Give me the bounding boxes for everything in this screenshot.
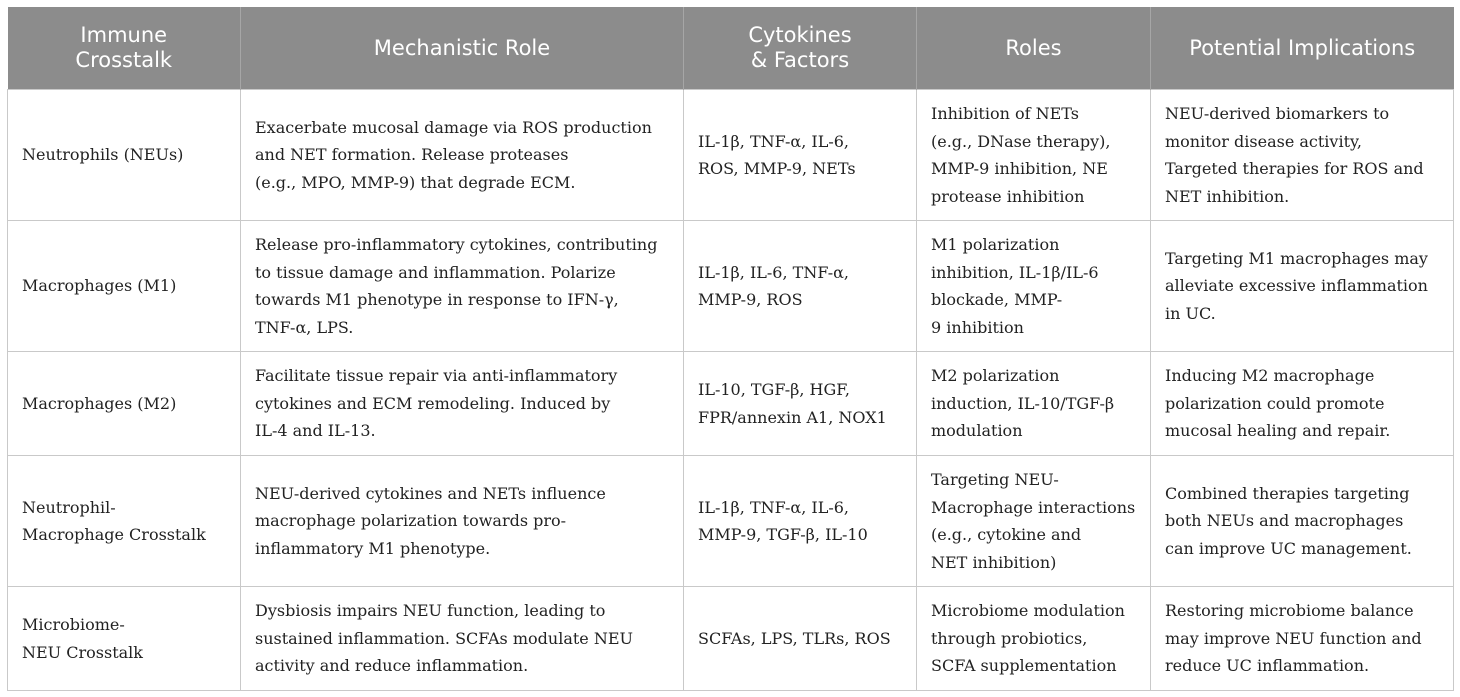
cell-line: IL-4 and IL-13. xyxy=(255,421,376,441)
roles-cell xyxy=(917,587,1151,691)
header-line: Immune xyxy=(80,23,168,47)
potential-implications-cell xyxy=(1151,352,1454,456)
cell-line: Macrophages (M1) xyxy=(22,276,177,296)
cell-line: can improve UC management. xyxy=(1165,538,1412,558)
data-table xyxy=(7,7,1454,691)
cell-line: inhibition, IL-1β/IL-6 xyxy=(931,262,1099,282)
header-line: Mechanistic Role xyxy=(373,35,551,60)
cell-line: Macrophages (M2) xyxy=(22,393,177,413)
cell-line: NET inhibition. xyxy=(1165,186,1290,206)
header-roles xyxy=(917,7,1151,90)
header-line: Roles xyxy=(1005,35,1062,60)
cell-line: both NEUs and macrophages xyxy=(1165,511,1404,531)
table-row xyxy=(8,352,1454,456)
table-row xyxy=(8,456,1454,587)
cell-line: SCFA supplementation xyxy=(931,656,1117,676)
cell-line: IL-1β, TNF-α, IL-6, xyxy=(698,131,850,151)
cell-line: Macrophage interactions xyxy=(931,497,1136,517)
table-row xyxy=(8,90,1454,221)
header-mechanistic-role xyxy=(241,7,684,90)
cell-line: Macrophage Crosstalk xyxy=(22,525,206,544)
header-potential-implications xyxy=(1151,7,1454,90)
cell-line: 9 inhibition xyxy=(931,317,1024,337)
cell-line: reduce UC inflammation. xyxy=(1165,656,1370,676)
cell-line: Dysbiosis impairs NEU function, leading to xyxy=(255,601,606,621)
cell-line: monitor disease activity, xyxy=(1165,131,1362,151)
mechanistic-role-cell xyxy=(241,456,684,587)
potential-implications-cell xyxy=(1151,587,1454,691)
cell-line: to tissue damage and inflammation. Polarize xyxy=(255,262,616,282)
cell-line: (e.g., DNase therapy), xyxy=(931,131,1111,151)
roles-cell xyxy=(917,352,1151,456)
cell-line: TNF-α, LPS. xyxy=(255,317,354,337)
cell-line: Inhibition of NETs xyxy=(931,104,1080,123)
cell-line: (e.g., MPO, MMP-9) that degrade ECM. xyxy=(255,172,576,192)
cell-line: IL-1β, IL-6, TNF-α, xyxy=(698,262,850,282)
potential-implications-cell xyxy=(1151,221,1454,352)
immune-crosstalk-cell xyxy=(8,456,241,587)
cell-line: inflammatory M1 phenotype. xyxy=(255,538,491,558)
mechanistic-role-cell xyxy=(241,90,684,221)
cell-line: blockade, MMP- xyxy=(931,290,1063,309)
cell-line: Neutrophils (NEUs) xyxy=(22,145,184,165)
cell-line: protease inhibition xyxy=(931,186,1085,206)
roles-cell xyxy=(917,90,1151,221)
cell-line: (e.g., cytokine and xyxy=(931,525,1082,544)
cell-line: M2 polarization xyxy=(931,366,1060,386)
immune-crosstalk-cell xyxy=(8,587,241,691)
table-row xyxy=(8,221,1454,352)
roles-cell xyxy=(917,456,1151,587)
cell-line: Restoring microbiome balance xyxy=(1165,601,1414,621)
cell-line: towards M1 phenotype in response to IFN-γ, xyxy=(255,290,619,309)
table-row xyxy=(8,587,1454,691)
immune-crosstalk-cell xyxy=(8,352,241,456)
cell-line: through probiotics, xyxy=(931,628,1088,648)
cell-line: NEU Crosstalk xyxy=(22,642,143,662)
cell-line: activity and reduce inflammation. xyxy=(255,656,529,676)
cell-line: polarization could promote xyxy=(1165,393,1385,413)
cell-line: Microbiome- xyxy=(22,615,125,634)
cell-line: MMP-9, ROS xyxy=(698,290,803,309)
cell-line: mucosal healing and repair. xyxy=(1165,421,1391,441)
cell-line: induction, IL-10/TGF-β xyxy=(931,393,1115,413)
cell-line: SCFAs, LPS, TLRs, ROS xyxy=(698,628,891,648)
cell-line: Combined therapies targeting xyxy=(1165,483,1410,503)
cell-line: MMP-9 inhibition, NE xyxy=(931,159,1108,178)
immune-crosstalk-cell xyxy=(8,221,241,352)
cell-line: NEU-derived cytokines and NETs influence xyxy=(255,483,606,503)
header-line: & Factors xyxy=(750,48,850,72)
header-row xyxy=(8,7,1454,90)
cell-line: modulation xyxy=(931,421,1023,441)
cell-line: in UC. xyxy=(1165,303,1216,323)
cell-line: may improve NEU function and xyxy=(1165,628,1422,648)
cell-line: IL-1β, TNF-α, IL-6, xyxy=(698,497,850,517)
cytokines-factors-cell xyxy=(684,90,917,221)
roles-cell xyxy=(917,221,1151,352)
potential-implications-cell xyxy=(1151,456,1454,587)
cell-line: ROS, MMP-9, NETs xyxy=(698,159,856,178)
cell-line: Targeted therapies for ROS and xyxy=(1165,159,1424,178)
cell-line: M1 polarization xyxy=(931,235,1060,254)
cell-line: Targeting M1 macrophages may xyxy=(1165,248,1428,268)
cell-line: Microbiome modulation xyxy=(931,601,1125,621)
cytokines-factors-cell xyxy=(684,456,917,587)
cytokines-factors-cell xyxy=(684,221,917,352)
cell-line: IL-10, TGF-β, HGF, xyxy=(698,380,850,399)
cell-line: Release pro-inflammatory cytokines, contributing xyxy=(255,235,658,254)
cell-line: alleviate excessive inflammation xyxy=(1165,276,1428,296)
cytokines-factors-cell xyxy=(684,352,917,456)
header-line: Potential Implications xyxy=(1189,35,1416,60)
mechanistic-role-cell xyxy=(241,587,684,691)
cell-line: sustained inflammation. SCFAs modulate NEU xyxy=(255,628,634,648)
cell-line: cytokines and ECM remodeling. Induced by xyxy=(255,393,611,413)
header-immune-crosstalk xyxy=(8,7,241,90)
header-cytokines-factors xyxy=(684,7,917,90)
header-line: Crosstalk xyxy=(75,48,173,72)
cell-line: NET inhibition) xyxy=(931,552,1057,572)
cell-line: Facilitate tissue repair via anti-inflammatory xyxy=(255,366,618,386)
cytokines-factors-cell xyxy=(684,587,917,691)
mechanistic-role-cell xyxy=(241,221,684,352)
cell-line: MMP-9, TGF-β, IL-10 xyxy=(698,525,868,544)
cell-line: NEU-derived biomarkers to xyxy=(1165,104,1390,123)
header-line: Cytokines xyxy=(748,23,852,47)
cell-line: Neutrophil- xyxy=(22,497,116,517)
cell-line: Targeting NEU- xyxy=(931,470,1059,489)
immune-crosstalk-cell xyxy=(8,90,241,221)
cell-line: Exacerbate mucosal damage via ROS production xyxy=(255,117,652,137)
cell-line: FPR/annexin A1, NOX1 xyxy=(698,407,887,427)
cell-line: and NET formation. Release proteases xyxy=(255,145,569,165)
potential-implications-cell xyxy=(1151,90,1454,221)
cell-line: macrophage polarization towards pro- xyxy=(255,511,567,531)
mechanistic-role-cell xyxy=(241,352,684,456)
cell-line: Inducing M2 macrophage xyxy=(1165,366,1375,386)
